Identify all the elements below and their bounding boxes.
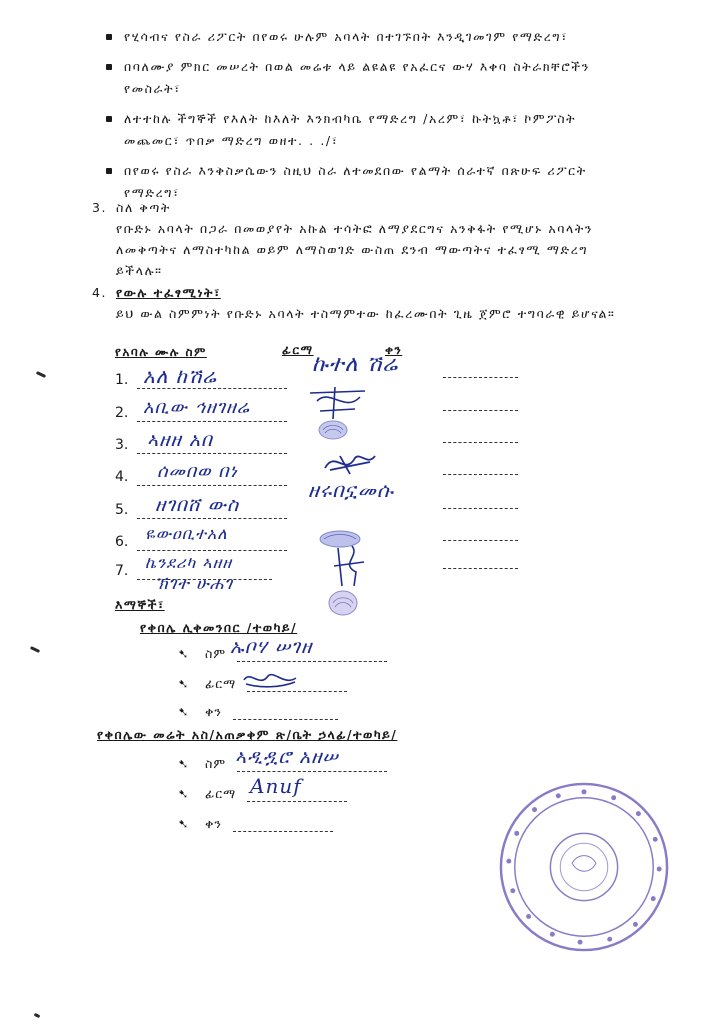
thumbprint-icon (315, 418, 355, 442)
section-penalty (92, 197, 632, 281)
bullet-item (104, 26, 624, 48)
signature-text: ኩተለ ሽሬ (312, 352, 399, 377)
margin-mark (36, 371, 46, 378)
bullet-text: ለተተከሉ ችግኞች የእለት ከእለት እንክብካቤ የማድረግ /አረም፣ ኩትኳቶ፣ ኮምፖስት መጨመር፣ ጥበቃ ማድረግ ወዘተ. . ./፣ (124, 111, 577, 148)
signature-scribble-icon (320, 448, 380, 478)
arrow-icon: ➷ (178, 756, 190, 771)
bullet-text: የሂሳብና የስራ ሪፖርት በየወሩ ሁሉም አባላት በተገኙበት እንዲገመገም የማድረግ፣ (124, 29, 568, 44)
row-number: 2. (115, 405, 129, 421)
date-line (443, 410, 518, 411)
land-admin-title: የቀበሌው መሬት አስ/አጠቃቀም ጽ/ቤት ኃላፊ/ተወካይ/ (97, 727, 398, 742)
signature-scribble-icon (305, 383, 375, 423)
field-line (233, 719, 338, 720)
date-line (443, 508, 518, 509)
row-number: 5. (115, 502, 129, 518)
section-number: 3. (92, 200, 108, 215)
name-line (137, 388, 287, 389)
bullet-item (104, 56, 624, 100)
bullet-dot-icon (106, 168, 112, 174)
field-label: ስም (204, 646, 226, 661)
date-line (443, 540, 518, 541)
bullet-dot-icon (106, 116, 112, 122)
name-line (137, 518, 287, 519)
row-number: 6. (115, 534, 129, 550)
chairman-date-field (178, 704, 338, 720)
bullet-text: በባለሙያ ምክር መሠረት በወል መሬቱ ላይ ልዩልዩ የአፈርና ውሃ እቀባ ስትራክቸሮችን የመስራት፣ (124, 59, 590, 96)
member-name: ኣዘዘ አበ (147, 429, 213, 451)
row-number: 7. (115, 563, 129, 579)
field-line (247, 801, 347, 802)
bullet-dot-icon (106, 34, 112, 40)
chairman-name-value: ኡቦሃ ሠገዘ (230, 636, 313, 658)
section-body: የቡድኑ አባላት በጋራ በመወያየት አኩል ተሳትፎ ለማያደርግና አንቅፋት የሚሆኑ አባላትን ለመቅጣትና ለማስተካከል ወይም ለማስወገድ ውስጠ ደንብ ማውጣትና ተፈፃሚ ማድረግ ይችላሉ። (116, 221, 594, 278)
land-admin-date-field (178, 816, 333, 832)
bullet-item (104, 108, 624, 152)
name-line (137, 550, 287, 551)
field-label: ቀን (204, 816, 222, 831)
margin-mark (34, 1013, 41, 1018)
row-number: 1. (115, 372, 129, 388)
name-line (137, 421, 287, 422)
signature-scribble-icon (240, 668, 300, 690)
arrow-icon: ➷ (178, 704, 190, 719)
duties-bullet-list (104, 26, 624, 212)
signature-text: ዘሩበኗመሱ (308, 478, 394, 502)
land-admin-name-value: ኣዲዷሮ አዘሠ (235, 746, 339, 768)
signature-scribble-icon (330, 542, 370, 590)
witnesses-label: እማኞች፣ (115, 597, 165, 612)
field-label: ቀን (204, 704, 222, 719)
field-line (247, 691, 347, 692)
margin-mark (30, 646, 40, 653)
date-line (443, 442, 518, 443)
field-line (233, 831, 333, 832)
name-line (137, 453, 287, 454)
date-header: ቀን (385, 343, 403, 357)
row-number: 3. (115, 437, 129, 453)
arrow-icon: ➷ (178, 676, 190, 691)
field-label: ስም (204, 756, 226, 771)
section-effectiveness (92, 282, 632, 324)
member-name: አቢው ኅዘገዘሬ (143, 397, 250, 418)
official-stamp-icon (495, 778, 673, 956)
member-name: ዘገበሸ ውስ (155, 494, 240, 516)
field-label: ፊርማ (204, 786, 237, 801)
date-line (443, 377, 518, 378)
bullet-text: በየወሩ የስራ እንቅስቃሴውን ስዚህ ስራ ለተመደበው የልማት ሰራተኛ በጽሁፍ ሪፖርት የማድረግ፣ (124, 163, 587, 200)
field-line (237, 661, 387, 662)
arrow-icon: ➷ (178, 786, 190, 801)
member-name: ኬንደሪካ ኣዘዘ (145, 553, 233, 572)
field-label: ፊርማ (204, 676, 237, 691)
row-number: 4. (115, 469, 129, 485)
member-name: ሰመበወ በነ (157, 461, 238, 482)
chairman-title: የቀበሌ ሊቀመንበር /ተወካይ/ (140, 620, 298, 635)
name-line (137, 485, 287, 486)
section-body: ይህ ውል ስምምነት የቡድኑ አባላት ተስማምተው ከፈረሙበት ጊዜ ጀምሮ ተግባራዊ ይሆናል። (116, 306, 616, 321)
arrow-icon: ➷ (178, 646, 190, 661)
thumbprint-icon (325, 588, 361, 618)
member-name: ዬውዐቢተአለ (145, 524, 228, 543)
field-line (237, 771, 387, 772)
section-title: ስለ ቅጣት (116, 200, 171, 215)
date-line (443, 474, 518, 475)
member-name-header: የአባሉ ሙሉ ስም (115, 345, 207, 359)
member-name: አለ ከሽሬ (143, 364, 217, 388)
signature-header: ፊርማ (282, 343, 314, 357)
date-line (443, 568, 518, 569)
member-name: ኽገተ ሁሐገ (155, 574, 234, 594)
bullet-dot-icon (106, 64, 112, 70)
arrow-icon: ➷ (178, 816, 190, 831)
land-admin-signature-value: Anuf (250, 774, 302, 798)
section-title: የውሉ ተፈፃሚነት፣ (116, 285, 221, 300)
section-number: 4. (92, 285, 108, 300)
